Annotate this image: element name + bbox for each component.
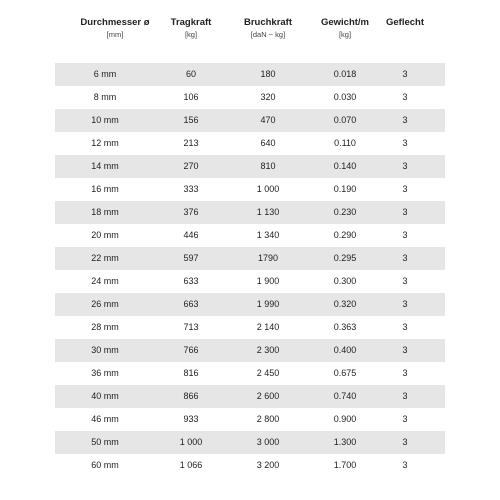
table-row [55, 431, 445, 454]
cell-geflecht: 3 [402, 161, 408, 171]
cell-tragkraft: 1 066 [179, 460, 203, 470]
cell-diameter: 18 mm [91, 207, 119, 217]
cell-geflecht: 3 [402, 460, 408, 470]
cell-tragkraft: 106 [183, 92, 199, 102]
header-title: Durchmesser ø [80, 17, 150, 28]
cell-diameter: 14 mm [91, 161, 119, 171]
cell-tragkraft: 333 [183, 184, 199, 194]
table-row [55, 408, 445, 431]
cell-bruchkraft: 3 200 [256, 460, 280, 470]
header-title: Gewicht/m [320, 17, 370, 28]
table-row [55, 155, 445, 178]
cell-bruchkraft: 3 000 [256, 437, 280, 447]
cell-bruchkraft: 1 990 [256, 299, 280, 309]
cell-gewicht: 0.675 [333, 368, 357, 378]
cell-diameter: 60 mm [91, 460, 119, 470]
table-row [55, 86, 445, 109]
cell-tragkraft: 1 000 [179, 437, 203, 447]
cell-geflecht: 3 [402, 69, 408, 79]
cell-geflecht: 3 [402, 207, 408, 217]
table-row [55, 385, 445, 408]
cell-bruchkraft: 470 [260, 115, 276, 125]
cell-gewicht: 0.030 [333, 92, 357, 102]
header-unit: [mm] [106, 29, 124, 39]
header-geflecht [360, 18, 450, 31]
cell-tragkraft: 376 [183, 207, 199, 217]
cell-tragkraft: 213 [183, 138, 199, 148]
cell-diameter: 10 mm [91, 115, 119, 125]
cell-tragkraft: 663 [183, 299, 199, 309]
cell-geflecht: 3 [402, 92, 408, 102]
cell-geflecht: 3 [402, 437, 408, 447]
cell-tragkraft: 713 [183, 322, 199, 332]
cell-bruchkraft: 2 600 [256, 391, 280, 401]
cell-geflecht: 3 [402, 230, 408, 240]
cell-gewicht: 0.140 [333, 161, 357, 171]
cell-bruchkraft: 1 000 [256, 184, 280, 194]
cell-bruchkraft: 1 130 [256, 207, 280, 217]
table-row [55, 339, 445, 362]
cell-gewicht: 0.320 [333, 299, 357, 309]
cell-gewicht: 0.190 [333, 184, 357, 194]
table-row [55, 247, 445, 270]
table-row [55, 178, 445, 201]
header-unit: [daN ~ kg] [250, 29, 286, 39]
cell-gewicht: 0.290 [333, 230, 357, 240]
cell-tragkraft: 446 [183, 230, 199, 240]
cell-tragkraft: 866 [183, 391, 199, 401]
cell-diameter: 16 mm [91, 184, 119, 194]
cell-gewicht: 0.363 [333, 322, 357, 332]
cell-diameter: 30 mm [91, 345, 119, 355]
cell-gewicht: 0.295 [333, 253, 357, 263]
table-row [55, 132, 445, 155]
header-title: Tragkraft [170, 17, 212, 28]
cell-bruchkraft: 1790 [257, 253, 279, 263]
table-row [55, 362, 445, 385]
cell-bruchkraft: 2 140 [256, 322, 280, 332]
table-row [55, 316, 445, 339]
cell-geflecht: 3 [402, 138, 408, 148]
cell-diameter: 40 mm [91, 391, 119, 401]
header-unit: [kg] [184, 29, 198, 39]
cell-geflecht: 3 [402, 391, 408, 401]
cell-geflecht: 3 [402, 414, 408, 424]
table-row [55, 201, 445, 224]
table-header [55, 18, 445, 54]
table-row [55, 293, 445, 316]
table-row [55, 224, 445, 247]
cell-diameter: 26 mm [91, 299, 119, 309]
cell-gewicht: 0.300 [333, 276, 357, 286]
cell-gewicht: 0.110 [334, 138, 356, 148]
cell-diameter: 28 mm [91, 322, 119, 332]
cell-bruchkraft: 810 [260, 161, 276, 171]
cell-bruchkraft: 180 [260, 69, 276, 79]
cell-geflecht: 3 [402, 276, 408, 286]
cell-geflecht: 3 [402, 368, 408, 378]
table-row [55, 270, 445, 293]
cell-tragkraft: 156 [183, 115, 199, 125]
cell-gewicht: 0.900 [333, 414, 357, 424]
cell-tragkraft: 597 [183, 253, 199, 263]
header-unit: [kg] [338, 29, 352, 39]
cell-bruchkraft: 1 340 [256, 230, 280, 240]
cell-tragkraft: 766 [183, 345, 199, 355]
cell-tragkraft: 60 [185, 69, 196, 79]
cell-gewicht: 1.700 [333, 460, 357, 470]
cell-tragkraft: 816 [183, 368, 199, 378]
cell-bruchkraft: 2 300 [256, 345, 280, 355]
cell-gewicht: 0.740 [333, 391, 357, 401]
cell-diameter: 22 mm [91, 253, 119, 263]
cell-gewicht: 0.070 [333, 115, 357, 125]
cell-diameter: 50 mm [91, 437, 119, 447]
header-title: Bruchkraft [243, 17, 293, 28]
cell-diameter: 36 mm [91, 368, 119, 378]
cell-diameter: 46 mm [91, 414, 119, 424]
cell-tragkraft: 933 [183, 414, 199, 424]
cell-gewicht: 0.230 [333, 207, 357, 217]
cell-diameter: 6 mm [93, 69, 117, 79]
table-row [55, 109, 445, 132]
cell-bruchkraft: 2 800 [256, 414, 280, 424]
cell-gewicht: 0.018 [333, 69, 357, 79]
cell-geflecht: 3 [402, 184, 408, 194]
cell-diameter: 8 mm [93, 92, 117, 102]
cell-tragkraft: 633 [183, 276, 199, 286]
cell-bruchkraft: 2 450 [256, 368, 280, 378]
table-row [55, 63, 445, 86]
cell-geflecht: 3 [402, 345, 408, 355]
header-title: Geflecht [385, 17, 424, 28]
spec-table [55, 60, 445, 490]
table-row [55, 454, 445, 477]
cell-gewicht: 0.400 [333, 345, 357, 355]
cell-diameter: 24 mm [91, 276, 119, 286]
cell-tragkraft: 270 [183, 161, 199, 171]
cell-geflecht: 3 [402, 253, 408, 263]
cell-bruchkraft: 320 [260, 92, 276, 102]
cell-diameter: 12 mm [91, 138, 119, 148]
cell-geflecht: 3 [402, 322, 408, 332]
cell-geflecht: 3 [402, 115, 408, 125]
cell-geflecht: 3 [402, 299, 408, 309]
cell-bruchkraft: 640 [260, 138, 276, 148]
cell-gewicht: 1.300 [333, 437, 357, 447]
cell-diameter: 20 mm [91, 230, 119, 240]
cell-bruchkraft: 1 900 [256, 276, 280, 286]
